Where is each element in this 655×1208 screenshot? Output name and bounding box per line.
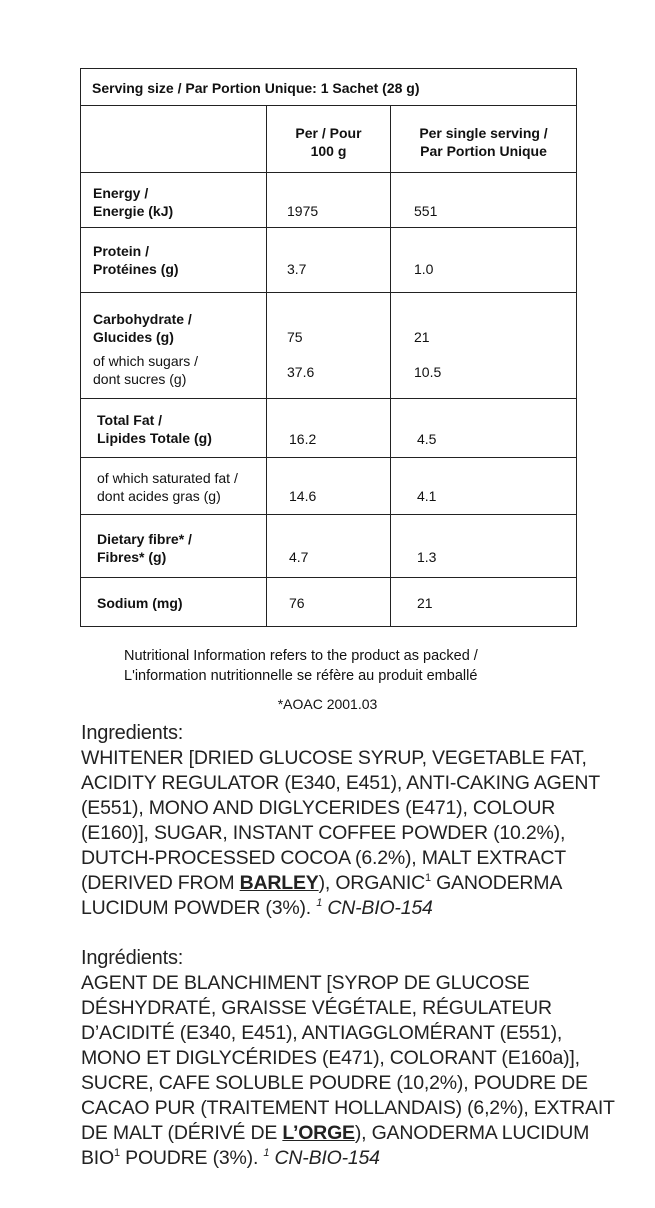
header-empty [81, 106, 267, 173]
allergen-barley: BARLEY [239, 872, 319, 894]
ingredients-french [81, 946, 621, 1171]
serving-size: Serving size / Par Portion Unique: 1 Sachet (28 g) [81, 69, 577, 106]
ingredients-text-fr: AGENT DE BLANCHIMENT [SYROP DE GLUCOSE DÉSHYDRATÉ, GRAISSE VÉGÉTALE, RÉGULATEUR D’ACIDITÉ (E340, E451), ANTIAGGLOMÉRANT (E551), MONO ET DIGLYCÉRIDES (E471), COLORANT (E160a)], SUCRE, CAFE SOLUBLE POUDRE (10,2%), POUDRE DE CACAO PUR (TRAITEMENT HOLLANDAIS) (6,2%), EXTRAIT DE MALT (DÉRIVÉ DE L’ORGE), GANODERMA LUCIDUM BIO$^1$ POUDRE (3%). $^1$ CN-BIO-154 [81, 972, 615, 1169]
header-per-100g: Per / Pour 100 g [267, 106, 391, 173]
organic-footnote: $^1$ CN-BIO-154 [316, 897, 433, 919]
allergen-orge: L’ORGE [282, 1122, 355, 1144]
row-energy: Energy / Energie (kJ) 1975 551 [81, 173, 577, 228]
row-total-fat: Total Fat / Lipides Totale (g) 16.2 4.5 [81, 399, 577, 458]
row-dietary-fibre: Dietary fibre* / Fibres* (g) 4.7 1.3 [81, 515, 577, 578]
organic-footnote-fr: $^1$ CN-BIO-154 [263, 1147, 380, 1169]
row-saturated-fat: of which saturated fat / dont acides gras (g) 14.6 4.1 [81, 458, 577, 515]
header-per-serving: Per single serving / Par Portion Unique [391, 106, 577, 173]
nutrition-table [80, 68, 577, 627]
ingredients-title-fr: Ingrédients: [81, 947, 184, 969]
ingredients-text: WHITENER [DRIED GLUCOSE SYRUP, VEGETABLE FAT, ACIDITY REGULATOR (E340, E451), ANTI-CAKING AGENT (E551), MONO AND DIGLYCERIDES (E471), COLOUR (E160)], SUGAR, INSTANT COFFEE POWDER (10.2%), DUTCH-PROCESSED COCOA (6.2%), MALT EXTRACT (DERIVED FROM BARLEY), ORGANIC$^1$ GANODERMA LUCIDUM POWDER (3%). $^1$ CN-BIO-154 [81, 747, 600, 919]
row-carbohydrate: Carbohydrate / Glucides (g) of which sugars / dont sucres (g) 75 37.6 21 10.5 [81, 293, 577, 399]
row-sodium: Sodium (mg) 76 21 [81, 578, 577, 627]
row-protein: Protein / Protéines (g) 3.7 1.0 [81, 228, 577, 293]
nutrition-note: Nutritional Information refers to the product as packed / L'information nutritionnelle se réfère au produit emballé [124, 648, 478, 684]
ingredients-title: Ingredients: [81, 722, 184, 744]
aoac-footnote: *AOAC 2001.03 [277, 696, 378, 712]
ingredients-english [81, 721, 621, 921]
